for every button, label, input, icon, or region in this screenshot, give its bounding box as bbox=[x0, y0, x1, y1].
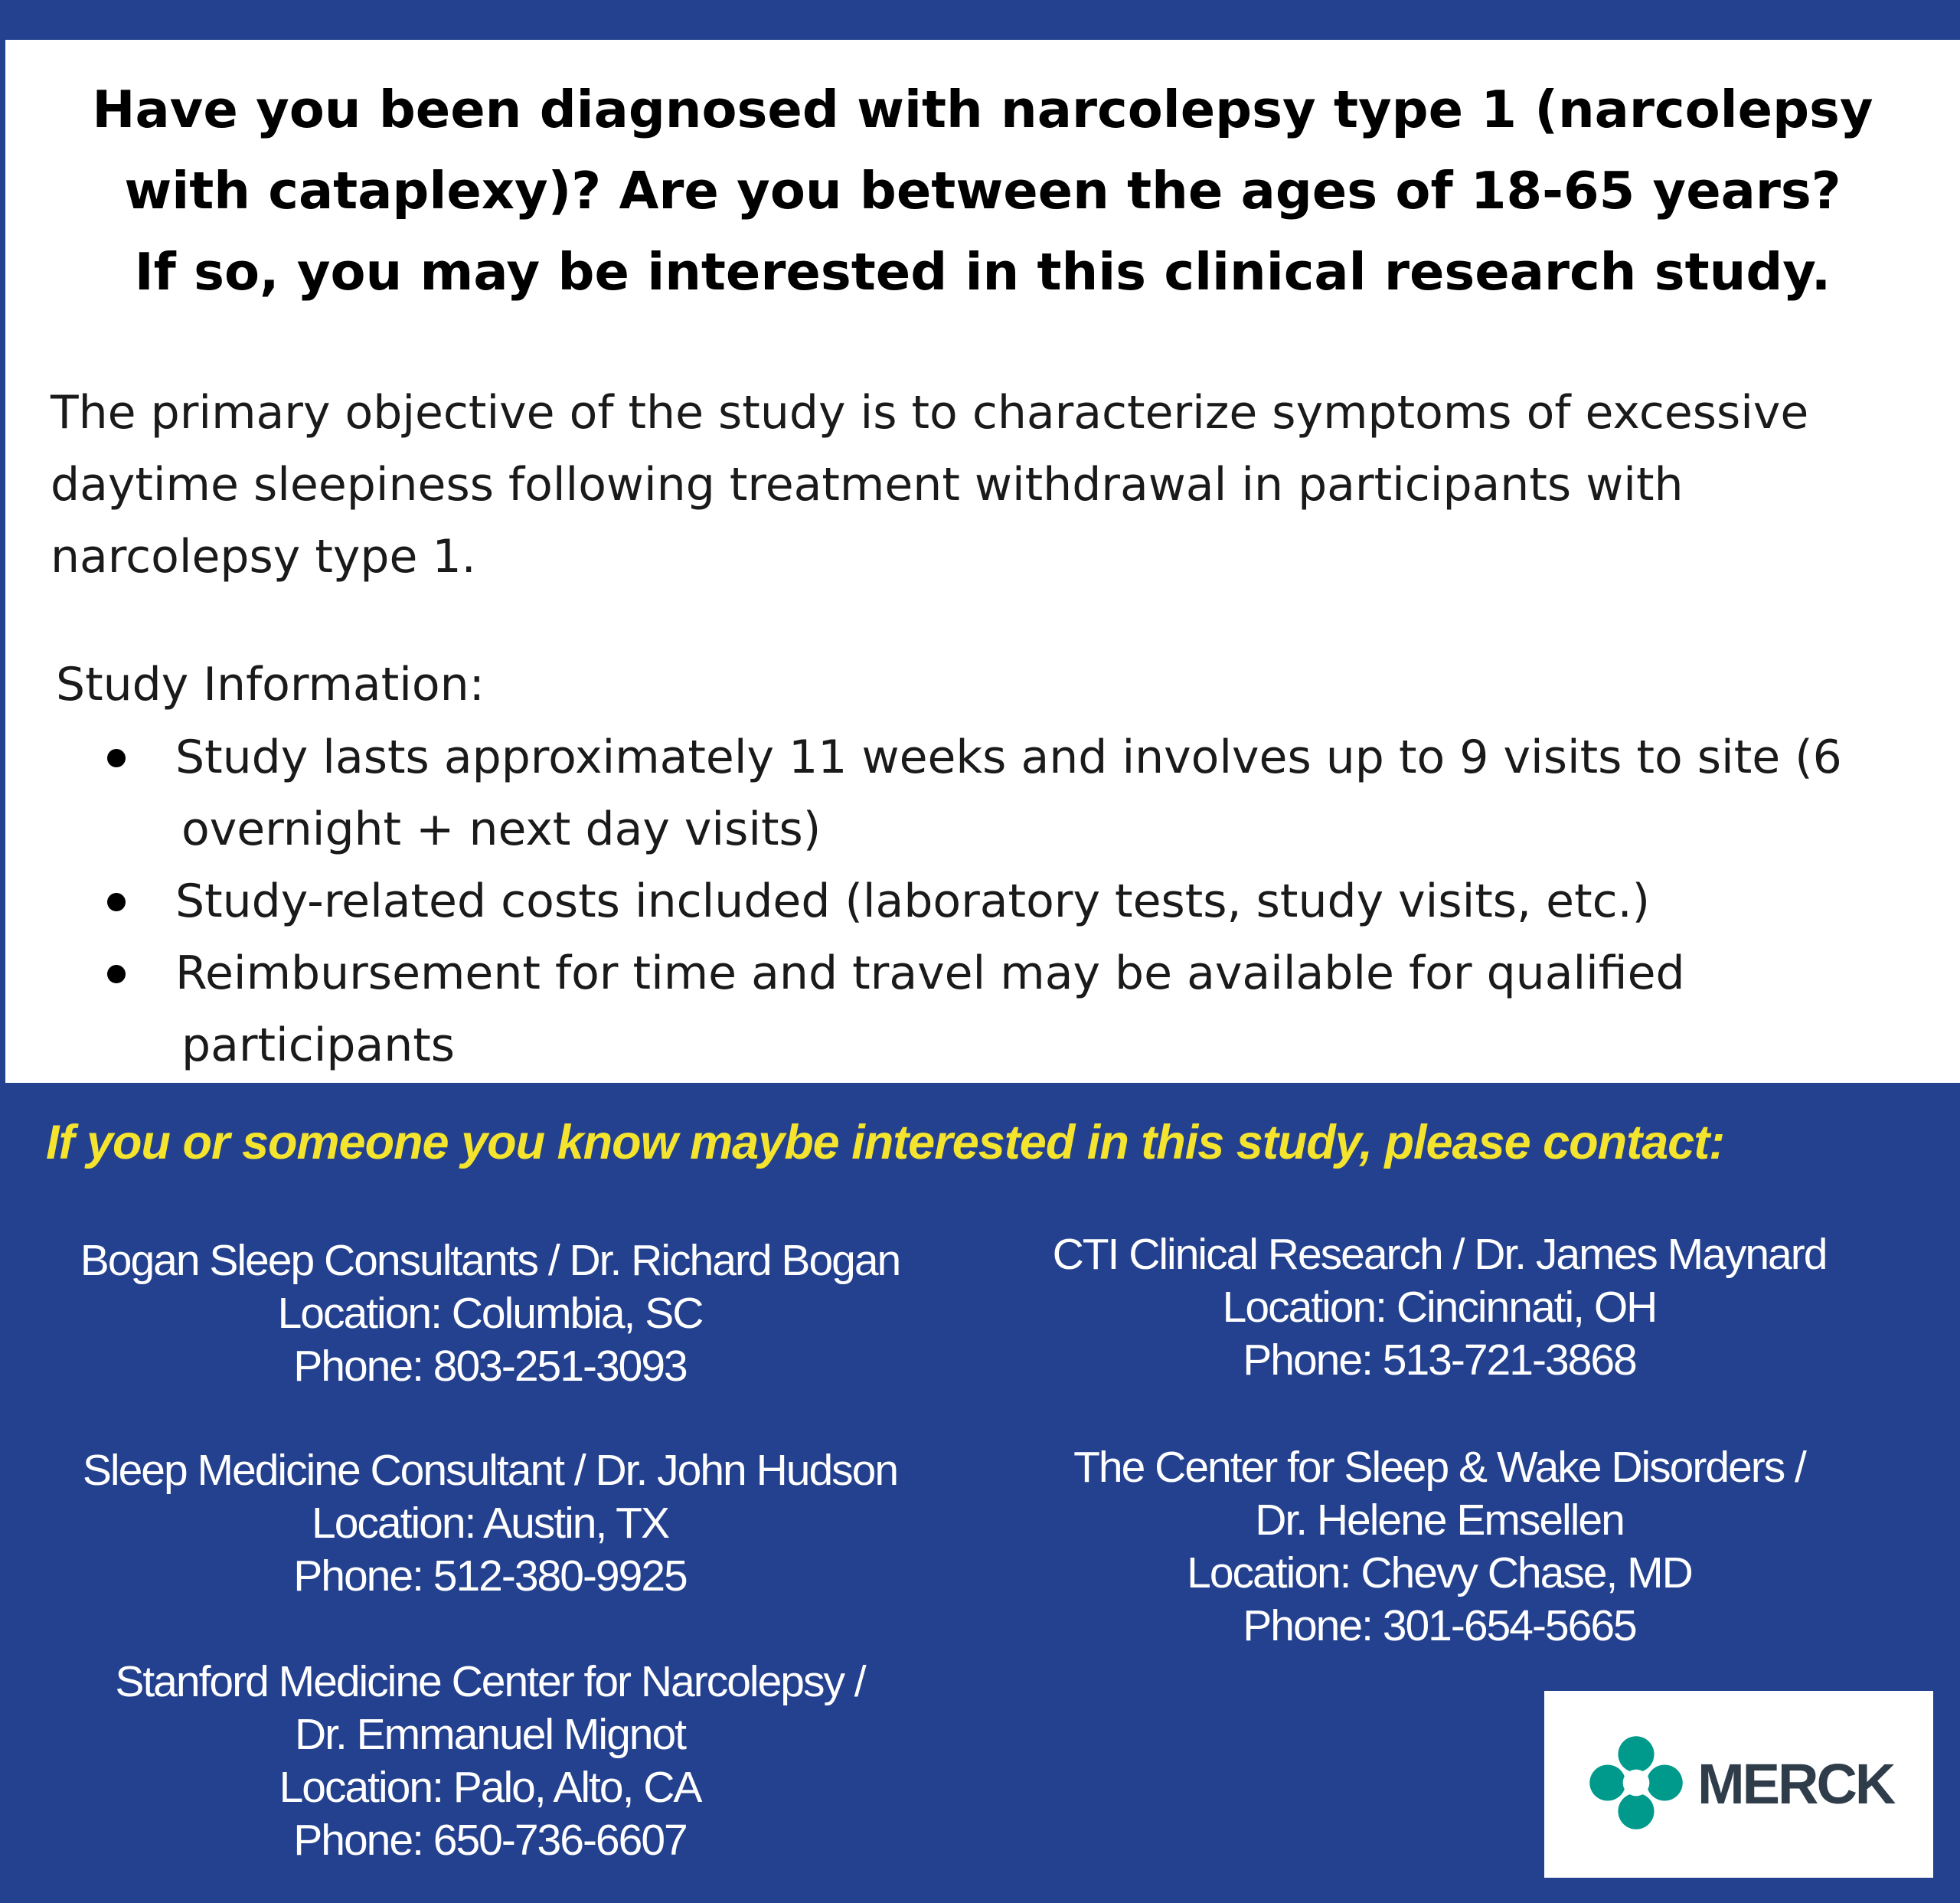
site-location: Location: Cincinnati, OH bbox=[1222, 1283, 1657, 1332]
site-center-sleep-wake bbox=[980, 1441, 1899, 1653]
site-phone: Phone: 301-654-5665 bbox=[1243, 1601, 1636, 1650]
site-location: Location: Austin, TX bbox=[312, 1499, 668, 1548]
info-panel bbox=[5, 40, 1960, 1083]
site-location: Location: Palo, Alto, CA bbox=[279, 1763, 701, 1812]
site-name: The Center for Sleep & Wake Disorders / bbox=[1073, 1443, 1805, 1492]
site-name: CTI Clinical Research / Dr. James Maynard bbox=[1052, 1230, 1827, 1279]
site-stanford bbox=[31, 1656, 949, 1867]
headline bbox=[5, 69, 1960, 312]
study-info-heading: Study Information: bbox=[56, 658, 485, 711]
site-cti bbox=[980, 1228, 1899, 1387]
site-location: Location: Chevy Chase, MD bbox=[1187, 1548, 1692, 1597]
list-item-line: overnight + next day visits) bbox=[181, 803, 822, 856]
merck-logo bbox=[1544, 1691, 1933, 1878]
site-phone: Phone: 513-721-3868 bbox=[1243, 1336, 1636, 1385]
site-phone: Phone: 650-736-6607 bbox=[293, 1816, 687, 1865]
site-phone: Phone: 803-251-3093 bbox=[293, 1342, 687, 1391]
site-hudson bbox=[31, 1444, 949, 1603]
objective-line: daytime sleepiness following treatment withdrawal in participants with bbox=[51, 458, 1684, 512]
site-name-cont: Dr. Helene Emsellen bbox=[1255, 1496, 1624, 1545]
list-item-line: participants bbox=[181, 1019, 456, 1072]
list-item-line: Study lasts approximately 11 weeks and involves up to 9 visits to site (6 bbox=[175, 731, 1842, 784]
site-name: Bogan Sleep Consultants / Dr. Richard Bogan bbox=[80, 1236, 900, 1285]
site-phone: Phone: 512-380-9925 bbox=[293, 1552, 687, 1601]
merck-logo-text: MERCK bbox=[1697, 1752, 1894, 1816]
site-name-cont: Dr. Emmanuel Mignot bbox=[294, 1710, 686, 1759]
study-info-list bbox=[5, 721, 1960, 1081]
headline-line: If so, you may be interested in this clinical research study. bbox=[134, 242, 1831, 302]
bullet-icon bbox=[107, 749, 126, 767]
merck-logo-icon bbox=[1589, 1735, 1684, 1830]
list-item bbox=[5, 865, 1960, 937]
bullet-icon bbox=[107, 893, 126, 911]
list-item bbox=[5, 937, 1960, 1081]
bullet-icon bbox=[107, 965, 126, 983]
site-name: Sleep Medicine Consultant / Dr. John Hudson bbox=[82, 1446, 898, 1495]
contact-heading: If you or someone you know maybe interested in this study, please contact: bbox=[46, 1116, 1725, 1169]
site-location: Location: Columbia, SC bbox=[277, 1289, 703, 1338]
objective-line: narcolepsy type 1. bbox=[51, 530, 476, 584]
objective-line: The primary objective of the study is to characterize symptoms of excessive bbox=[51, 386, 1809, 440]
site-name: Stanford Medicine Center for Narcolepsy / bbox=[115, 1657, 865, 1706]
list-item-line: Study-related costs included (laboratory tests, study visits, etc.) bbox=[175, 875, 1651, 928]
site-bogan bbox=[31, 1234, 949, 1393]
objective-paragraph bbox=[51, 377, 1903, 593]
headline-line: with cataplexy)? Are you between the ages of 18-65 years? bbox=[124, 161, 1841, 221]
headline-line: Have you been diagnosed with narcolepsy type 1 (narcolepsy bbox=[92, 80, 1873, 139]
list-item bbox=[5, 721, 1960, 865]
list-item-line: Reimbursement for time and travel may be available for qualified bbox=[175, 947, 1685, 1000]
